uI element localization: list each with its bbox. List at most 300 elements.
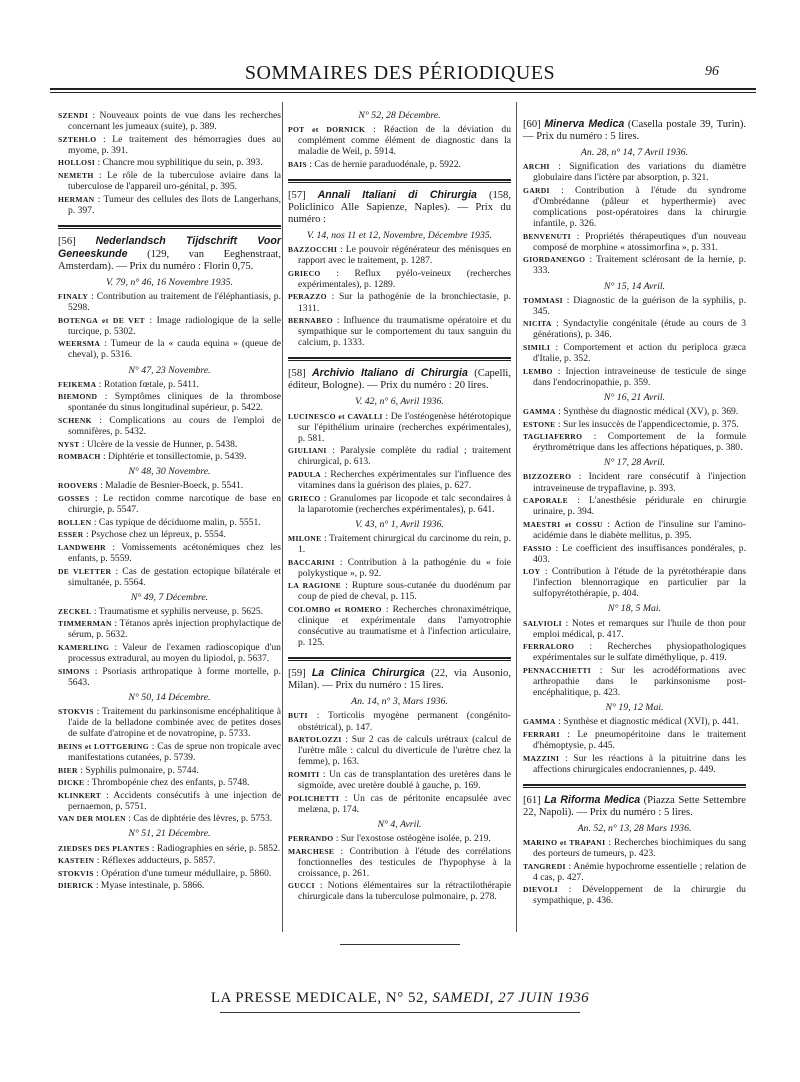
article-author: PADULA <box>288 469 321 479</box>
article-entry <box>58 480 281 491</box>
article-title: : Myase intestinale, p. 5866. <box>95 880 205 892</box>
article-title: : Sur les acrodéformations avec arthropathie dans le parkinsonisme post-encéphalitique, p. 423. <box>533 664 746 699</box>
footer-journal: LA PRESSE MEDICALE, N° 52, <box>210 990 429 1006</box>
article-author: BIER <box>58 765 78 775</box>
article-entry <box>523 861 746 883</box>
issue-section <box>58 828 281 891</box>
issue-date: N° 16, 21 Avril. <box>603 391 666 403</box>
journal-details: (129, van Eeghenstraat, Amsterdam). — Prix du numéro : Florin 0,75. <box>58 248 282 272</box>
article-author: LANDWEHR <box>58 542 106 552</box>
issue-section <box>523 147 746 277</box>
article-entry <box>523 342 746 364</box>
article-author: SCHENK <box>58 415 92 425</box>
journal-number: [59] <box>288 668 306 680</box>
journal-details: (Capelli, éditeur, Bologne). — Prix du numéro : 20 lires. <box>288 368 511 392</box>
issue-section <box>58 277 281 361</box>
issue-date: An. 28, n° 14, 7 Avril 1936. <box>580 147 689 158</box>
article-entry <box>58 291 281 313</box>
journal-separator <box>58 225 281 227</box>
article-title: : Incident rare consécutif à l'injection intraveineuse de trypaflavine, p. 393. <box>533 471 746 494</box>
article-author: TIMMERMAN <box>58 619 112 629</box>
journal-separator-thin <box>58 228 281 229</box>
article-entry <box>523 231 746 253</box>
article-author: LUCINESCO et CAVALLI <box>288 411 383 421</box>
article-entry <box>523 471 746 493</box>
article-author: MAESTRI et COSSU <box>523 519 603 529</box>
article-entry <box>58 157 281 168</box>
article-title: : Ulcère de la vessie de Hunner, p. 5438. <box>81 438 238 450</box>
article-title: : Traitement sclérosant de la hernie, p. 333. <box>533 254 746 277</box>
article-entry <box>288 493 511 515</box>
issue-section <box>58 365 281 463</box>
article-entry <box>58 517 281 528</box>
article-title: : Notes et remarques sur l'huile de thon pour emploi médical, p. 417. <box>533 617 746 640</box>
article-entry <box>58 741 281 763</box>
article-title: : Anémie hypochrome essentielle ; relation de 4 cas, p. 427. <box>533 860 746 883</box>
article-entry <box>523 566 746 599</box>
article-title: : Diagnostic de la guérison de la syphilis, p. 345. <box>533 294 746 317</box>
article-author: ROOVERS <box>58 481 98 491</box>
journal-name: Nederlandsch Tijdschrift Voor Geneeskunde <box>58 234 281 260</box>
journal-name: La Riforma Medica <box>544 793 641 806</box>
article-entry <box>288 580 511 602</box>
article-author: NICITA <box>523 319 552 329</box>
page-title: SOMMAIRES DES PÉRIODIQUES <box>244 62 556 84</box>
article-entry <box>523 618 746 640</box>
article-title: : Cas de sprue non tropicale avec manifestations cutanées, p. 5739. <box>68 740 281 763</box>
article-title: : Valeur de l'examen radioscopique d'un processus extradural, au moyen du lipiodol, p. 5637. <box>68 642 281 665</box>
article-entry <box>523 753 746 775</box>
journal-separator <box>288 179 511 181</box>
article-author: NEMETH <box>58 170 94 180</box>
article-author: TANGREDI <box>523 861 566 871</box>
article-author: DIERICK <box>58 881 94 891</box>
article-title: : Le rectidon comme narcotique de base en chirurgie, p. 5547. <box>68 492 282 516</box>
journal-details: (158, Policlinico Alle Sapienze, Naples). — Prix du numéro : <box>288 189 512 225</box>
article-title: : Tétanos après injection prophylactique de sérum, p. 5632. <box>68 618 281 641</box>
article-author: ZECKEL <box>58 606 92 616</box>
article-entry <box>58 110 281 132</box>
article-entry <box>523 161 746 183</box>
article-author: DE VLETTER <box>58 566 112 576</box>
issue-section <box>523 281 746 388</box>
article-title: : Le rôle de la tuberculose aviaire dans la tuberculose de l'appareil uro-génital, p. 395. <box>68 169 281 193</box>
page-number: 96 <box>705 64 719 79</box>
article-title: : Sur l'exostose ostéogène isolée, p. 219. <box>335 832 491 844</box>
article-title: : Recherches biochimiques du sang des porteurs de tumeurs, p. 423. <box>533 836 747 859</box>
article-entry <box>58 134 281 156</box>
article-title: : Paralysie complète du radial ; traitement chirurgical, p. 613. <box>298 445 512 468</box>
article-title: : Accidents consécutifs à une injection de pernaemon, p. 5751. <box>68 789 281 812</box>
article-entry <box>288 793 511 815</box>
column-middle <box>288 110 511 904</box>
article-title: : L'anesthésie péridurale en chirurgie urinaire, p. 394. <box>533 495 746 518</box>
article-entry <box>523 419 746 430</box>
article-entry <box>58 439 281 450</box>
article-entry <box>523 431 746 453</box>
article-entry <box>288 244 511 266</box>
journal-heading <box>58 235 281 273</box>
article-author: LA RAGIONE <box>288 581 341 591</box>
issue-date: An. 52, n° 13, 28 Mars 1936. <box>577 822 692 834</box>
article-title: : Tumeur de la « cauda equina » (queue de cheval), p. 5316. <box>68 338 281 361</box>
article-entry <box>58 315 281 337</box>
article-author: BARTOLOZZI <box>288 735 342 745</box>
article-title: : Propriétés thérapeutiques d'un nouveau composé de morphine « atossimorfina », p. 331. <box>533 230 746 253</box>
issue-section <box>288 230 511 348</box>
article-author: GAMMA <box>523 717 556 727</box>
article-author: GRIECO <box>288 268 321 278</box>
issue-section <box>523 603 746 698</box>
journal-separator-thin <box>523 787 746 788</box>
article-author: BUTI <box>288 711 308 721</box>
article-author: HERMAN <box>58 194 95 204</box>
article-entry <box>523 716 746 727</box>
article-title: : Contribution à la pathogénie du « foie polykystique », p. 92. <box>298 556 511 579</box>
article-author: DICKE <box>58 778 85 788</box>
footer-rule <box>220 1012 580 1013</box>
journal-number: [57] <box>288 189 306 201</box>
column-divider <box>516 102 517 932</box>
article-author: HOLLOSI <box>58 158 96 168</box>
journal-separator <box>288 657 511 659</box>
article-title: : Cas typique de déciduome malin, p. 5551. <box>93 516 261 528</box>
article-author: BEINS et LOTTGERING <box>58 741 149 751</box>
article-entry <box>58 379 281 390</box>
journal-separator-thin <box>288 182 511 183</box>
article-author: GOSSES <box>58 493 90 503</box>
article-entry <box>523 665 746 698</box>
article-entry <box>523 318 746 340</box>
article-title: : Maladie de Besnier-Boeck, p. 5541. <box>100 480 244 492</box>
article-author: PERRANDO <box>288 833 334 843</box>
issue-section <box>523 392 746 453</box>
article-entry <box>288 769 511 791</box>
article-title: : Comportement et action du periploca græca d'Italie, p. 352. <box>533 342 747 365</box>
issue-section <box>58 592 281 688</box>
article-title: : Réflexes adducteurs, p. 5857. <box>96 855 216 867</box>
article-title: : Traitement chirurgical du carcinome du rein, p. 1. <box>298 532 511 556</box>
article-author: GRIECO <box>288 493 321 503</box>
issue-date: V. 42, n° 6, Avril 1936. <box>355 396 444 408</box>
article-entry <box>58 170 281 192</box>
article-author: STOKVIS <box>58 707 94 717</box>
article-title: : Cas de hernie paraduodénale, p. 5922. <box>309 158 461 170</box>
article-title: : Torticolis myogène permanent (congénito-obstétrical), p. 147. <box>298 710 511 733</box>
article-author: ESSER <box>58 530 84 540</box>
article-title: : Radiographies en série, p. 5852. <box>151 842 281 854</box>
issue-date: N° 18, 5 Mai. <box>607 603 662 615</box>
article-title: : Comportement de la formule érythrométrique dans les affections hépatiques, p. 380. <box>533 431 746 454</box>
article-entry <box>58 451 281 462</box>
issue-date: N° 19, 12 Mai. <box>605 702 664 714</box>
article-entry <box>288 557 511 579</box>
article-title: : Le traitement des hémorragies dues au myome, p. 391. <box>68 133 281 156</box>
article-entry <box>58 706 281 739</box>
article-entry <box>523 295 746 317</box>
article-author: LOY <box>523 567 541 577</box>
article-author: DIEVOLI <box>523 885 558 895</box>
article-title: : Un cas de transplantation des uretères dans le sigmoïde, avec uretère doublé à gauche, p. 169. <box>298 768 511 792</box>
footer-date: SAMEDI, 27 JUIN 1936 <box>432 990 590 1006</box>
article-title: : Contribution à l'étude des corrélations fonctionnelles des testicules de l'hypophyse à la croissance, p. 261. <box>298 845 511 879</box>
article-entry <box>58 338 281 360</box>
article-author: MARCHESE <box>288 846 335 856</box>
issue-date: An. 14, n° 3, Mars 1936. <box>351 696 448 708</box>
article-author: CAPORALE <box>523 496 569 506</box>
issue-date: N° 51, 21 Décembre. <box>128 828 211 840</box>
article-entry <box>523 641 746 663</box>
issue-date: N° 52, 28 Décembre. <box>358 110 441 121</box>
article-entry <box>58 855 281 866</box>
journal-details: (22, via Ausonio, Milan). — Prix du numéro : 15 lires. <box>288 668 512 692</box>
article-entry <box>58 542 281 564</box>
article-title: : Syndactylie congénitale (étude au cours de 3 générations), p. 346. <box>533 318 746 341</box>
article-title: : Le pouvoir régénérateur des ménisques en rapport avec le traitement, p. 1287. <box>298 244 511 267</box>
article-author: KASTEIN <box>58 856 95 866</box>
article-entry <box>288 469 511 491</box>
article-entry <box>58 790 281 812</box>
article-entry <box>58 566 281 588</box>
issue-date: N° 15, 14 Avril. <box>603 280 666 292</box>
article-title: : Synthèse du diagnostic médical (XV), p. 369. <box>558 405 739 417</box>
article-author: FEIKEMA <box>58 379 97 389</box>
journal-number: [58] <box>288 368 306 380</box>
article-entry <box>58 194 281 216</box>
article-author: COLOMBO et ROMERO <box>288 605 382 614</box>
article-entry <box>58 618 281 640</box>
header-rule-thin <box>50 92 756 93</box>
article-author: FERRALORO <box>523 642 575 652</box>
article-title: : Recherches expérimentales sur l'influence des vitamines dans la guérison des plaies, p. 627. <box>298 468 511 492</box>
article-title: : Rotation fœtale, p. 5411. <box>98 378 199 390</box>
article-author: ROMITI <box>288 769 320 779</box>
article-entry <box>288 604 511 648</box>
article-entry <box>523 837 746 859</box>
article-author: BACCARINI <box>288 557 335 567</box>
end-rule <box>340 944 460 945</box>
article-entry <box>58 415 281 437</box>
article-title: : Reflux pyélo-veineux (recherches expérimentales), p. 1289. <box>298 267 511 290</box>
article-entry <box>58 777 281 788</box>
article-author: ARCHI <box>523 162 550 172</box>
article-title: : Contribution à l'étude du syndrome d'Ombrédanne (pâleur et hyperthermie) avec complications post-opératoires dans la chirurgie infantile, p. 326. <box>533 184 746 230</box>
article-author: MARINO et TRAPANI <box>523 837 606 847</box>
article-title: : Influence du traumatisme opératoire et du sympathique sur le comportement du taux sanguin du calcium, p. 1333. <box>298 315 511 349</box>
issue-date: V. 43, n° 1, Avril 1936. <box>355 518 444 530</box>
article-title: : Notions élémentaires sur la rétractilothérapie chirurgicale dans la tuberculose pulmonaire, p. 278. <box>298 880 511 903</box>
page-footer <box>0 990 800 1007</box>
issue-date: N° 49, 7 Décembre. <box>130 591 209 603</box>
article-title: : Sur les insuccès de l'appendicectomie, p. 375. <box>557 418 739 430</box>
article-title: : Sur les réactions à la pituitrine dans les affections chirurgicales endocraniennes, p. 449. <box>533 752 746 775</box>
article-title: : Synthèse et diagnostic médical (XVI), p. 441. <box>558 716 739 728</box>
article-title: : Contribution à l'étude de la pyrétothérapie dans l'infection blennorragique en particulier par la sulfopyrétothérapie, p. 404. <box>533 566 746 600</box>
article-title: : Psychose chez un lépreux, p. 5554. <box>85 529 226 541</box>
article-title: : Réaction de la déviation du complément comme élément de diagnostic dans la maladie de Weil, p. 5914. <box>298 124 512 158</box>
article-entry <box>288 124 511 157</box>
journal-heading <box>523 118 746 143</box>
article-author: SZTEHLO <box>58 134 97 144</box>
article-author: TOMMASI <box>523 295 563 305</box>
article-entry <box>58 642 281 664</box>
journal-separator <box>288 357 511 359</box>
article-author: TAGLIAFERRO <box>523 432 583 442</box>
issue-date: N° 17, 28 Avril. <box>603 457 666 469</box>
article-title: : Sur 2 cas de calculs urétraux (calcul de l'urètre mâle : calcul du diverticule de l'urètre chez la femme), p. 163. <box>298 734 511 768</box>
article-author: SZENDI <box>58 111 89 120</box>
article-author: SIMONS <box>58 666 90 676</box>
article-entry <box>58 765 281 776</box>
article-author: GUCCI <box>288 881 315 891</box>
issue-date: N° 47, 23 Novembre. <box>128 364 211 376</box>
article-entry <box>523 254 746 276</box>
article-title: : Complications au cours de l'emploi de somnifères, p. 5432. <box>68 414 281 437</box>
article-title: : Cas de diphtérie des lèvres, p. 5753. <box>128 813 273 825</box>
journal-name: Annali Italiani di Chirurgia <box>317 188 477 201</box>
article-title: : Action de l'insuline sur l'amino-acidémie dans le diabète mellitus, p. 395. <box>533 518 746 541</box>
article-entry <box>288 159 511 170</box>
article-author: POLICHETTI <box>288 793 340 803</box>
article-author: KLINKERT <box>58 790 102 800</box>
journal-number: [61] <box>523 794 541 806</box>
article-author: BAIS <box>288 159 307 169</box>
issue-section <box>58 692 281 825</box>
article-title: : Syphilis pulmonaire, p. 5744. <box>80 764 199 776</box>
issue-section <box>288 819 511 903</box>
article-entry <box>288 710 511 732</box>
article-title: : Recherches physiopathologiques expérimentales sur le sulfate diméthylique, p. 419. <box>533 641 746 664</box>
column-left <box>58 110 281 893</box>
article-author: PENNACCHIETTI <box>523 665 592 675</box>
article-author: WEERSMA <box>58 339 101 349</box>
article-author: MAZZINI <box>523 753 560 763</box>
article-title: : Diphtérie et tonsillectomie, p. 5439. <box>103 451 247 463</box>
article-author: FASSIO <box>523 543 552 553</box>
article-author: SIMILI <box>523 343 551 352</box>
article-author: GIULIANI <box>288 446 327 456</box>
article-entry <box>58 391 281 413</box>
article-author: NYST <box>58 439 80 449</box>
issue-date: N° 48, 30 Novembre. <box>128 466 211 478</box>
article-title: : Sur la pathogénie de la bronchiectasie, p. 1311. <box>298 291 511 314</box>
article-title: : Tumeur des cellules des îlots de Langerhans, p. 397. <box>68 193 281 216</box>
article-title: : Le coefficient des insuffisances pondérales, p. 403. <box>533 542 746 565</box>
article-title: : Psoriasis arthropatique à forme mortelle, p. 5643. <box>68 665 282 688</box>
header-rule <box>50 88 756 90</box>
journal-name: Archivio Italiano di Chirurgia <box>312 367 468 380</box>
article-title: : Granulomes par licopode et talc secondaires à la laparotomie (recherches expérimentales), p. 641. <box>298 492 511 515</box>
article-entry <box>523 406 746 417</box>
issue-section <box>58 466 281 587</box>
article-entry <box>523 185 746 229</box>
article-entry <box>288 411 511 444</box>
article-entry <box>288 445 511 467</box>
article-entry <box>288 315 511 348</box>
article-author: GAMMA <box>523 406 556 416</box>
article-entry <box>288 846 511 879</box>
article-entry <box>523 366 746 388</box>
article-author: BOLLEN <box>58 517 92 527</box>
journal-number: [56] <box>58 235 76 247</box>
article-entry <box>58 666 281 688</box>
article-author: STOKVIS <box>58 868 94 878</box>
journal-separator <box>523 784 746 786</box>
article-entry <box>523 543 746 565</box>
issue-date: N° 50, 14 Décembre. <box>128 691 211 703</box>
article-entry <box>288 734 511 767</box>
article-title: : Thrombopénie chez des enfants, p. 5748. <box>86 777 250 789</box>
article-author: BERNABEO <box>288 316 334 326</box>
article-entry <box>523 519 746 541</box>
article-entry <box>288 533 511 555</box>
article-author: SALVIOLI <box>523 618 562 628</box>
article-entry <box>523 884 746 906</box>
journal-heading <box>288 189 511 226</box>
journal-separator-thin <box>288 660 511 661</box>
article-title: : Un cas de péritonite encapsulée avec melæna, p. 174. <box>298 792 511 815</box>
journal-name: Minerva Medica <box>544 118 625 130</box>
article-author: ZIEDSES DES PLANTES <box>58 843 150 853</box>
article-entry <box>58 813 281 824</box>
journal-heading <box>523 794 746 819</box>
article-author: GARDI <box>523 185 550 195</box>
column-right <box>523 110 746 908</box>
article-author: VAN DER MOLEN <box>58 814 126 824</box>
journal-heading <box>288 367 511 392</box>
article-author: PERAZZO <box>288 292 327 302</box>
column-divider <box>282 102 283 932</box>
article-entry <box>523 729 746 751</box>
issue-section <box>288 110 511 170</box>
journal-name: La Clinica Chirurgica <box>311 667 425 680</box>
article-title: : Traumatisme et syphilis nerveuse, p. 5625. <box>93 605 264 617</box>
article-title: : Rupture sous-cutanée du duodénum par coup de pied de cheval, p. 115. <box>298 580 511 603</box>
journal-separator-thin <box>288 360 511 361</box>
article-entry <box>58 493 281 515</box>
journal-number: [60] <box>523 119 541 130</box>
article-title: : Injection intraveineuse de testicule de singe dans l'endocrinopathie, p. 359. <box>533 365 746 388</box>
article-entry <box>58 868 281 879</box>
article-title: : Recherches chronaximétrique, clinique et expérimentale dans l'amyotrophie consécutive au traumatisme et à l'infection articulaire, p. 125. <box>298 604 511 649</box>
article-title: : Image radiologique de la selle turcique, p. 5302. <box>68 314 282 337</box>
article-title: : Opération d'une tumeur médullaire, p. 5860. <box>96 867 272 879</box>
article-title: : Symptômes cliniques de la thrombose spontanée du sinus longitudinal supérieur, p. 5422. <box>68 391 281 414</box>
entry-group <box>58 110 281 216</box>
journal-details: (Piazza Sette Settembre 22, Napoli). — Prix du numéro : 5 lires. <box>523 794 746 818</box>
article-author: POT et DORNICK <box>288 125 366 135</box>
article-title: : Développement de la chirurgie du sympathique, p. 436. <box>533 884 746 907</box>
article-author: BOTENGA et DE VET <box>58 315 145 325</box>
article-entry <box>288 291 511 313</box>
article-title: : De l'ostéogenèse hétérotopique sur l'épithélium urinaire (recherches expérimentales), p. 581. <box>298 410 511 444</box>
article-author: BAZZOCCHI <box>288 245 338 255</box>
article-author: LEMBO <box>523 366 553 376</box>
issue-section <box>288 696 511 814</box>
article-entry <box>58 880 281 891</box>
article-entry <box>288 880 511 902</box>
article-author: FERRARI <box>523 729 560 739</box>
issue-date: N° 4, Avril. <box>377 818 422 830</box>
article-title: : Traitement du parkinsonisme encéphalitique à l'aide de la belladone combinée avec de petites doses de sulfate d'atropine et de novatropine, p. 5733. <box>68 706 281 740</box>
article-entry <box>523 495 746 517</box>
article-author: GIORDANENGO <box>523 255 586 265</box>
article-author: BENVENUTI <box>523 231 571 241</box>
article-entry <box>288 268 511 290</box>
article-author: FINALY <box>58 291 89 301</box>
issue-section <box>523 702 746 775</box>
article-title: : Cas de gestation ectopique bilatérale et simultanée, p. 5564. <box>68 565 281 588</box>
